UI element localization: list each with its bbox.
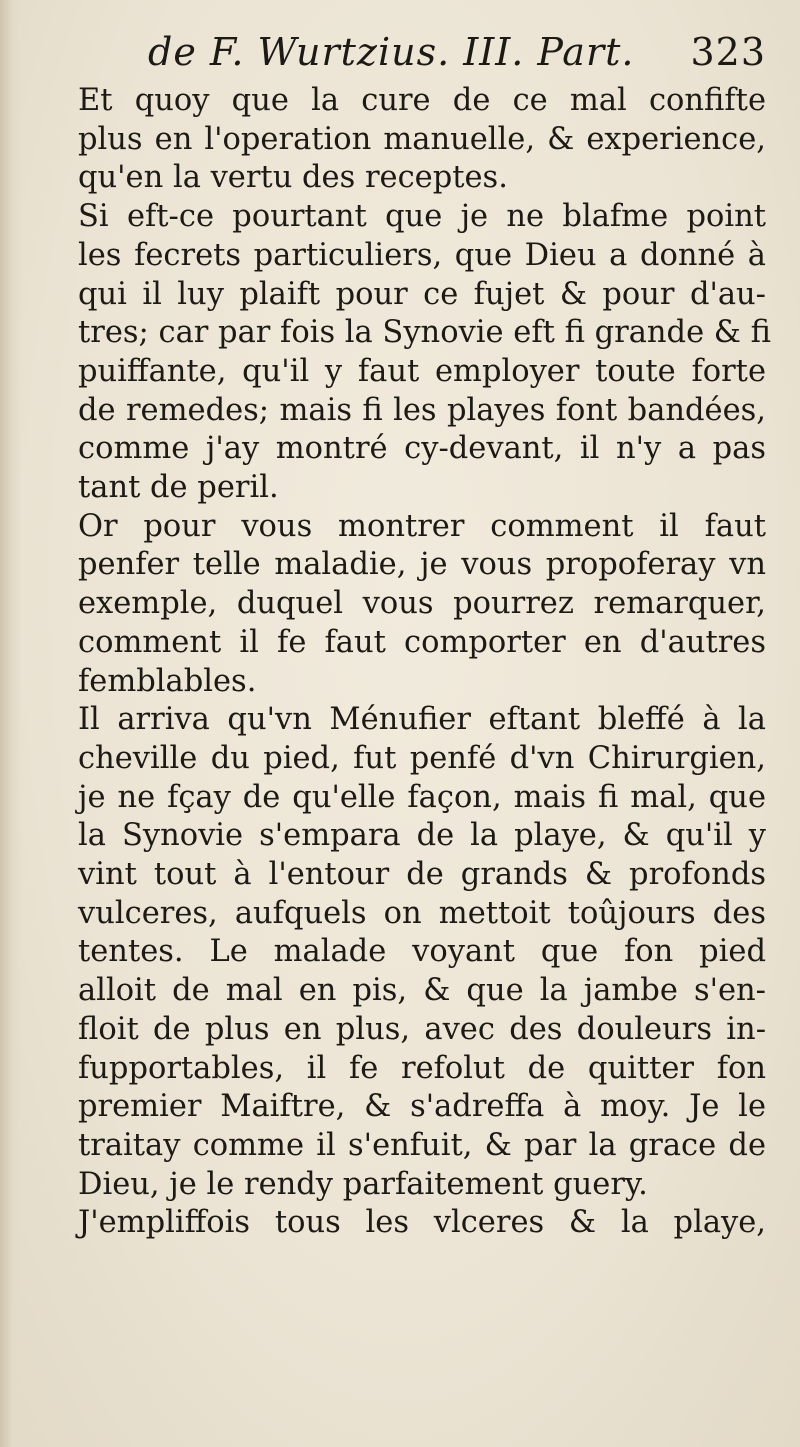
- page-number: 323: [690, 30, 766, 74]
- text-line: Or pour vous montrer comment il faut: [78, 508, 766, 544]
- text-line: qu'en la vertu des receptes.: [78, 160, 508, 196]
- text-line: qui il luy plaift pour ce fujet & pour d'au-: [78, 276, 766, 312]
- gutter-shadow: [0, 0, 22, 1447]
- text-line: Il arriva qu'vn Ménufier eftant bleffé à la: [78, 702, 766, 738]
- text-line: tentes. Le malade voyant que fon pied: [78, 934, 766, 970]
- paragraph: [78, 1204, 766, 1243]
- text-line: cheville du pied, fut penfé d'vn Chirurgien,: [78, 740, 766, 776]
- text-line: comme j'ay montré cy-devant, il n'y a pas: [78, 431, 766, 467]
- text-line: les fecrets particuliers, que Dieu a donné à: [78, 237, 766, 273]
- body-text: [78, 82, 771, 1243]
- text-line: Dieu, je le rendy parfaitement guery.: [78, 1166, 648, 1202]
- text-line: comment il fe faut comporter en d'autres: [78, 624, 766, 660]
- paragraph: [78, 508, 766, 702]
- text-line: vulceres, aufquels on mettoit toûjours des: [78, 895, 766, 931]
- text-line: vint tout à l'entour de grands & profonds: [78, 857, 766, 893]
- text-block: [78, 30, 771, 1243]
- text-line: tant de peril.: [78, 470, 279, 506]
- text-line: alloit de mal en pis, & que la jambe s'en-: [78, 973, 766, 1009]
- text-line: de remedes; mais fi les playes font bandées,: [78, 392, 766, 428]
- text-line: tres; car par fois la Synovie eft fi grande & fi: [78, 315, 771, 351]
- paragraph: [78, 82, 766, 198]
- paragraph: [78, 198, 771, 508]
- text-line: penfer telle maladie, je vous propoferay vn: [78, 547, 766, 583]
- text-line: je ne fçay de qu'elle façon, mais fi mal, que: [78, 779, 766, 815]
- text-line: premier Maiftre, & s'adreffa à moy. Je le: [78, 1089, 766, 1125]
- text-line: puiffante, qu'il y faut employer toute forte: [78, 353, 766, 389]
- running-head: [78, 30, 766, 80]
- text-line: J'empliffois tous les vlceres & la playe,: [78, 1205, 766, 1241]
- text-line: la Synovie s'empara de la playe, & qu'il y: [78, 818, 766, 854]
- text-line: plus en l'operation manuelle, & experience,: [78, 121, 766, 157]
- text-line: exemple, duquel vous pourrez remarquer,: [78, 586, 766, 622]
- text-line: Et quoy que la cure de ce mal confifte: [78, 83, 766, 118]
- text-line: femblables.: [78, 663, 257, 699]
- text-line: Si eft-ce pourtant que je ne blafme point: [78, 199, 766, 235]
- running-title: de F. Wurtzius. III. Part.: [148, 30, 635, 74]
- text-line: fupportables, il fe refolut de quitter fon: [78, 1050, 766, 1086]
- paragraph: [78, 701, 766, 1204]
- text-line: floit de plus en plus, avec des douleurs in-: [78, 1011, 766, 1047]
- text-line: traitay comme il s'enfuit, & par la grace de: [78, 1127, 766, 1163]
